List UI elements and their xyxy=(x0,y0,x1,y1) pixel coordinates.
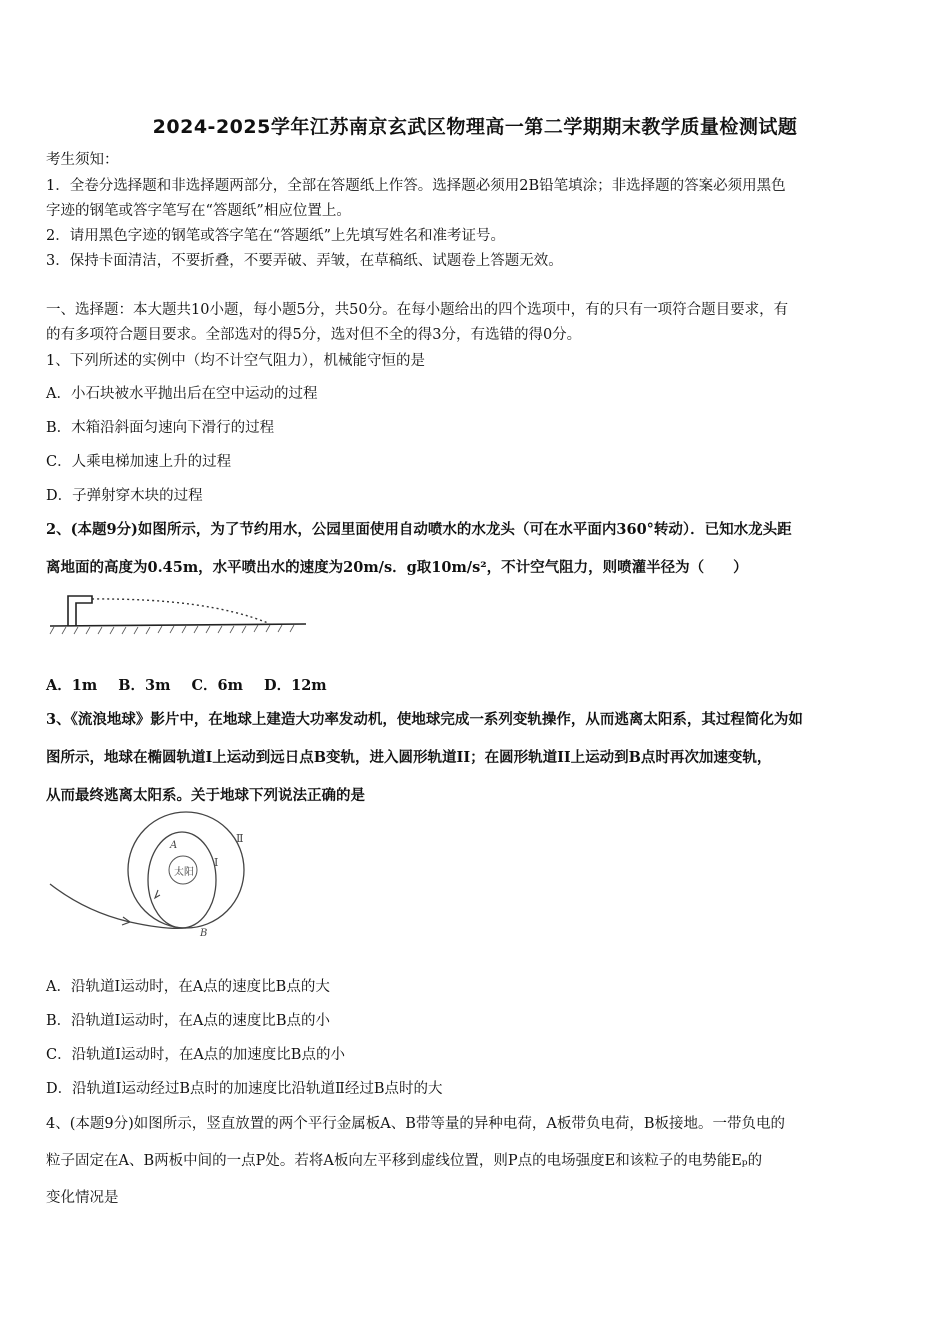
label-b: B xyxy=(200,928,208,939)
q3-stem-line-2: 图所示，地球在椭圆轨道Ⅰ上运动到远日点B变轨，进入圆形轨道II；在圆形轨道II上运动到B点时再次加速变轨， xyxy=(46,749,772,766)
q3-stem-line-3: 从而最终逃离太阳系。关于地球下列说法正确的是 xyxy=(46,787,365,804)
q1-option-a: A．小石块被水平抛出后在空中运动的过程 xyxy=(46,386,318,402)
q3-option-c: C．沿轨道Ⅰ运动时，在A点的加速度比B点的小 xyxy=(46,1047,345,1063)
q1-option-c: C．人乘电梯加速上升的过程 xyxy=(46,454,232,470)
orbit-i-ellipse xyxy=(148,832,219,928)
orbit-figure xyxy=(46,812,266,952)
q4-stem-line-1: 4、(本题9分)如图所示，竖直放置的两个平行金属板A、B带等量的异种电荷，A板带负电荷，B板接地。一带负电的 xyxy=(46,1116,786,1132)
q4-stem-line-3: 变化情况是 xyxy=(46,1190,119,1206)
water-trajectory xyxy=(92,599,268,623)
q3-option-d: D．沿轨道Ⅰ运动经过B点时的加速度比沿轨道Ⅱ经过B点时的大 xyxy=(46,1081,443,1097)
label-orbit-ii: Ⅱ xyxy=(236,832,244,845)
q3-option-b: B．沿轨道Ⅰ运动时，在A点的速度比B点的小 xyxy=(46,1013,331,1029)
faucet-pipe xyxy=(68,596,92,626)
orbit-arrow-icon xyxy=(155,890,160,898)
q2-options xyxy=(46,676,908,696)
notice-line-4: 3．保持卡面清洁，不要折叠，不要弄破、弄皱，在草稿纸、试题卷上答题无效。 xyxy=(46,253,563,269)
notice-line-3: 2．请用黑色字迹的钢笔或答字笔在“答题纸”上先填写姓名和准考证号。 xyxy=(46,228,506,244)
q2-option-a: A．1m xyxy=(46,677,98,694)
q1-stem: 1、下列所述的实例中（均不计空气阻力），机械能守恒的是 xyxy=(46,353,425,369)
q1-option-d: D．子弹射穿木块的过程 xyxy=(46,488,203,504)
q2-option-c: C．6m xyxy=(191,677,243,694)
sun-label: 太阳 xyxy=(174,867,194,878)
q2-option-d: D．12m xyxy=(264,677,327,694)
q4-stem-line-2: 粒子固定在A、B两板中间的一点P处。若将A板向左平移到虚线位置，则P点的电场强度E和该粒子的电势能Eₚ的 xyxy=(46,1153,763,1169)
label-orbit-i: Ⅰ xyxy=(214,856,219,869)
section-instructions-2: 的有多项符合题目要求。全部选对的得5分，选对但不全的得3分，有选错的得0分。 xyxy=(46,327,582,343)
notice-heading: 考生须知： xyxy=(46,152,119,168)
q2-stem-line-1: 2、(本题9分)如图所示，为了节约用水，公园里面使用自动喷水的水龙头（可在水平面内360°转动）．已知水龙头距 xyxy=(46,521,792,538)
section-instructions-1: 一、选择题：本大题共10小题，每小题5分，共50分。在每小题给出的四个选项中，有的只有一项符合题目要求，有 xyxy=(46,302,789,318)
q3-stem-line-1: 3、《流浪地球》影片中，在地球上建造大功率发动机，使地球完成一系列变轨操作，从而逃离太阳系，其过程简化为如 xyxy=(46,711,803,728)
q2-stem-line-2: 离地面的高度为0.45m，水平喷出水的速度为20m/s．g取10m/s²，不计空气阻力，则喷灌半径为（ ） xyxy=(46,559,748,576)
q1-option-b: B．木箱沿斜面匀速向下滑行的过程 xyxy=(46,420,275,436)
q2-option-b: B．3m xyxy=(118,677,171,694)
sprinkler-figure xyxy=(46,590,308,640)
page-title: 2024-2025学年江苏南京玄武区物理高一第二学期期末教学质量检测试题 xyxy=(152,116,798,138)
ground-line xyxy=(50,624,306,626)
notice-line-1: 1．全卷分选择题和非选择题两部分，全部在答题纸上作答。选择题必须用2B铅笔填涂；非选择题的答案必须用黑色 xyxy=(46,178,786,194)
q3-option-a: A．沿轨道Ⅰ运动时，在A点的速度比B点的大 xyxy=(46,979,330,995)
label-a: A xyxy=(170,840,178,851)
notice-line-2: 字迹的钢笔或答字笔写在“答题纸”相应位置上。 xyxy=(46,203,351,219)
